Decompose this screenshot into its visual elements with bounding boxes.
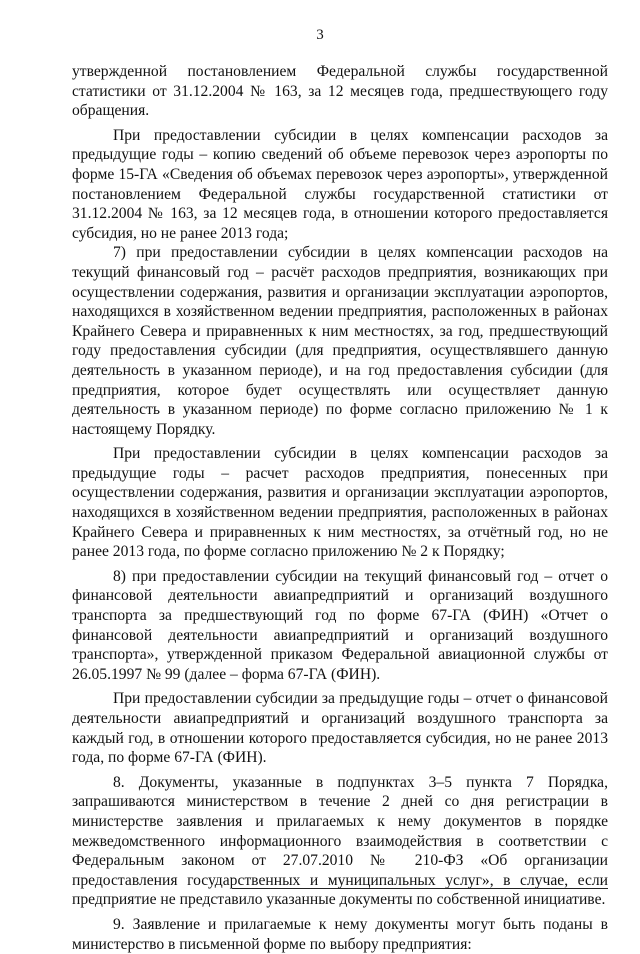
- footer-divider: [232, 888, 608, 889]
- paragraph: При предоставлении субсидии за предыдущие годы – отчет о финансовой деятельности авиапредприятий и организаций воздушного транспорта за каждый год, в отношении которого предоставляется субсидия, но не ранее 2013 года, по форме 67-ГА (ФИН).: [72, 690, 608, 767]
- page-number: 3: [316, 27, 324, 43]
- paragraph: При предоставлении субсидии в целях компенсации расходов за предыдущие годы – расчет расходов предприятия, понесенных при осуществлении содержания, развития и организации эксплуатации аэропортов, находящихся в хозяйственном ведении предприятия, расположенных в районах Крайнего Севера и приравненных к ним местностях, за отчётный год, но не ранее 2013 года, по форме согласно приложению № 2 к Порядку;: [72, 445, 608, 561]
- document-body: [72, 62, 608, 954]
- paragraph-continuation: утвержденной постановлением Федеральной службы государственной статистики от 31.12.2004 № 163, за 12 месяцев года, предшествующего году обращения.: [72, 63, 608, 120]
- paragraph-item-8: 8) при предоставлении субсидии на текущий финансовый год – отчет о финансовой деятельности авиапредприятий и организаций воздушного транспорта за предшествующий год по форме 67-ГА (ФИН) «Отчет о финансовой деятельности авиапредприятий и организаций воздушного транспорта», утвержденной приказом Федеральной авиационной службы от 26.05.1997 № 99 (далее – форма 67-ГА (ФИН).: [72, 567, 608, 683]
- paragraph: При предоставлении субсидии в целях компенсации расходов за предыдущие годы – копию сведений об объеме перевозок через аэропорты по форме 15-ГА «Сведения об объемах перевозок через аэропорты», утвержденной постановлением Федеральной службы государственной статистики от 31.12.2004 № 163, за 12 месяцев года, в отношении которого предоставляется субсидия, но не ранее 2013 года;: [72, 126, 608, 242]
- paragraph-section-8: 8. Документы, указанные в подпунктах 3–5 пункта 7 Порядка, запрашиваются министерством в течение 2 дней со дня регистрации в министерстве заявления и прилагаемых к нему документов в порядке межведомственного информационного взаимодействия в соответствии с Федеральным законом от 27.07.2010 № 210-ФЗ «Об организации предоставления государственных и муниципальных услуг», в случае, если предприятие не представило указанные документы по собственной инициативе.: [72, 773, 608, 909]
- paragraph-item-7: 7) при предоставлении субсидии в целях компенсации расходов на текущий финансовый год – расчёт расходов предприятия, возникающих при осуществлении содержания, развития и организации эксплуатации аэропортов, находящихся в хозяйственном ведении предприятия, расположенных в районах Крайнего Севера и приравненных к ним местностях, за год, предшествующий году предоставления субсидии (для предприятия, осуществлявшего данную деятельность в указанном периоде), и на год предоставления субсидии (для предприятия, которое будет осуществлять или осуществляет данную деятельность в указанном периоде) по форме согласно приложению № 1 к настоящему Порядку.: [72, 244, 608, 438]
- paragraph-section-9: 9. Заявление и прилагаемые к нему документы могут быть поданы в министерство в письменной форме по выбору предприятия:: [72, 915, 608, 953]
